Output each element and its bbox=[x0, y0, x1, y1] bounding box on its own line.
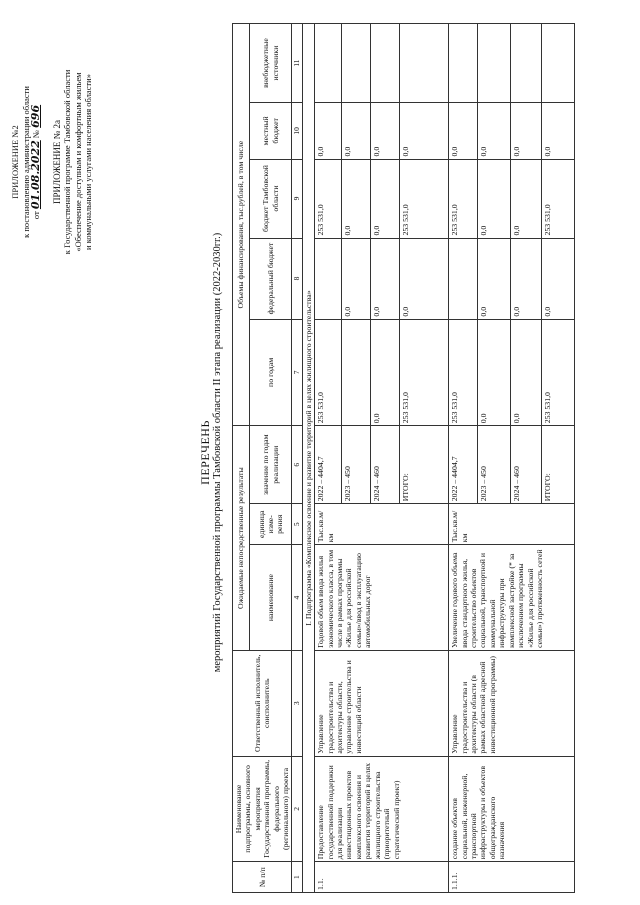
row-number: 1.1.1. bbox=[449, 862, 575, 893]
col-number: 8 bbox=[292, 238, 302, 319]
col-number: 3 bbox=[292, 650, 302, 756]
col-f-other: внебюджетные источники bbox=[249, 24, 292, 103]
resolution-date: 01.08.2022 bbox=[29, 140, 42, 210]
col-exp-unit: единица изме-рения bbox=[249, 504, 292, 545]
col-name-header: Наименование подпрограммы, основного мероприятия Государственной программы, федерального (регионального) проекта bbox=[233, 756, 292, 862]
cell-federal bbox=[315, 238, 342, 319]
row-name: Предоставление государственной поддержки для реализации инвестиционных проектов комплексного освоения и развития территорий в целях жилищного строительства (приоритетный стратегический проект) bbox=[315, 756, 449, 862]
cell-years: 253 531,0 bbox=[315, 319, 342, 426]
cell-value: ИТОГО: bbox=[400, 426, 449, 504]
col-number: 5 bbox=[292, 504, 302, 545]
col-funding-header: Объемы финансирования, тыс.рублей, в том числе bbox=[233, 24, 250, 426]
col-resp-header: Ответственный исполнитель, соисполнитель bbox=[233, 650, 292, 756]
cell-other bbox=[478, 24, 511, 103]
table-row bbox=[449, 24, 478, 893]
cell-federal: 0,0 bbox=[400, 238, 449, 319]
cell-years: 253 531,0 bbox=[400, 319, 449, 426]
col-exp-name: наименование bbox=[249, 545, 292, 651]
appendix-date-line: от 01.08.2022 № 696 bbox=[29, 104, 42, 220]
cell-regional: 0,0 bbox=[371, 159, 400, 238]
cell-value: 2022 – 4404,7 bbox=[315, 426, 342, 504]
cell-local: 0,0 bbox=[371, 103, 400, 159]
cell-value: ИТОГО: bbox=[542, 426, 575, 504]
cell-other bbox=[449, 24, 478, 103]
appendix-title: ПРИЛОЖЕНИЕ №2 bbox=[10, 125, 20, 199]
col-num-header: № п/п bbox=[233, 862, 292, 893]
header-row-1 bbox=[233, 24, 250, 893]
col-exp-value: значение по годам реализации bbox=[249, 426, 292, 504]
col-f-years: по годам bbox=[249, 319, 292, 426]
cell-other bbox=[342, 24, 371, 103]
cell-federal: 0,0 bbox=[511, 238, 542, 319]
cell-other bbox=[315, 24, 342, 103]
row-name: создание объектов социальной, инженерной, транспортной инфраструктуры и объектов общегражданского назначения bbox=[449, 756, 575, 862]
cell-local: 0,0 bbox=[342, 103, 371, 159]
cell-other bbox=[400, 24, 449, 103]
col-f-regional: бюджет Тамбовской области bbox=[249, 159, 292, 238]
row-result: Увеличение годового объема ввода стандартного жилья, строительство объектов социальной, транспортной и коммунальной инфраструктуры при комплексной застройке (* за исключением программы «Жилье для российской семьи») протяженность сетей bbox=[449, 545, 575, 651]
col-number: 1 bbox=[292, 862, 302, 893]
cell-local: 0,0 bbox=[478, 103, 511, 159]
cell-value: 2024 – 460 bbox=[371, 426, 400, 504]
cell-local: 0,0 bbox=[449, 103, 478, 159]
cell-years: 0,0 bbox=[478, 319, 511, 426]
cell-local: 0,0 bbox=[315, 103, 342, 159]
cell-regional: 0,0 bbox=[511, 159, 542, 238]
col-f-local: местный бюджет bbox=[249, 103, 292, 159]
cell-federal: 0,0 bbox=[542, 238, 575, 319]
cell-regional: 253 531,0 bbox=[315, 159, 342, 238]
cell-value: 2022 – 4404,7 bbox=[449, 426, 478, 504]
cell-value: 2024 – 460 bbox=[511, 426, 542, 504]
measures-table bbox=[232, 23, 575, 893]
cell-value: 2023 – 450 bbox=[478, 426, 511, 504]
document-subtitle: мероприятий Государственной программы Тамбовской области II этапа реализации (2022-2030гг.) bbox=[212, 232, 223, 673]
col-number: 10 bbox=[292, 103, 302, 159]
cell-regional: 253 531,0 bbox=[449, 159, 478, 238]
cell-years: 253 531,0 bbox=[542, 319, 575, 426]
resolution-number: 696 bbox=[29, 104, 42, 128]
appendix-program-name-2: и коммунальными услугами населения области» bbox=[83, 74, 93, 250]
appendix-program: к Государственной программе Тамбовской области bbox=[62, 69, 72, 255]
cell-other bbox=[511, 24, 542, 103]
col-number: 2 bbox=[292, 756, 302, 862]
cell-regional: 253 531,0 bbox=[400, 159, 449, 238]
cell-regional: 0,0 bbox=[342, 159, 371, 238]
col-f-federal: федеральный бюджет bbox=[249, 238, 292, 319]
section-title: I. Подпрограмма «Комплексное освоение и развитие территорий в целях жилищного строительства» bbox=[302, 24, 314, 893]
col-number: 6 bbox=[292, 426, 302, 504]
cell-local: 0,0 bbox=[400, 103, 449, 159]
appendix-2a-title: ПРИЛОЖЕНИЕ № 2а bbox=[51, 119, 62, 205]
cell-federal: 0,0 bbox=[371, 238, 400, 319]
appendix-resolution: к постановлению администрации области bbox=[20, 86, 31, 238]
col-number: 7 bbox=[292, 319, 302, 426]
row-responsible: Управление градостроительства и архитектуры области (в рамках областной адресной инвестиционной программы) bbox=[449, 650, 575, 756]
row-unit: Тыс.кв.м/км bbox=[315, 504, 449, 545]
col-number: 9 bbox=[292, 159, 302, 238]
cell-years: 253 531,0 bbox=[449, 319, 478, 426]
table-row bbox=[315, 24, 342, 893]
appendix-program-name-1: «Обеспечение доступным и комфортным жильем bbox=[72, 72, 83, 252]
cell-federal: 0,0 bbox=[342, 238, 371, 319]
cell-years: 0,0 bbox=[371, 319, 400, 426]
cell-other bbox=[371, 24, 400, 103]
section-row bbox=[302, 24, 314, 893]
cell-regional: 253 531,0 bbox=[542, 159, 575, 238]
appendix-block bbox=[10, 12, 94, 312]
cell-federal: 0,0 bbox=[478, 238, 511, 319]
cell-local: 0,0 bbox=[511, 103, 542, 159]
cell-regional: 0,0 bbox=[478, 159, 511, 238]
row-unit: Тыс.кв.м/км bbox=[449, 504, 575, 545]
row-number: 1.1. bbox=[315, 862, 449, 893]
cell-other bbox=[542, 24, 575, 103]
row-responsible: Управление градостроительства и архитектуры области, управление строительства и инвестиций области bbox=[315, 650, 449, 756]
col-number: 4 bbox=[292, 545, 302, 651]
document-title: ПЕРЕЧЕНЬ bbox=[198, 420, 212, 485]
cell-years: 0,0 bbox=[511, 319, 542, 426]
cell-federal bbox=[449, 238, 478, 319]
cell-value: 2023 – 450 bbox=[342, 426, 371, 504]
column-number-row bbox=[292, 24, 302, 893]
cell-local: 0,0 bbox=[542, 103, 575, 159]
cell-years bbox=[342, 319, 371, 426]
col-number: 11 bbox=[292, 24, 302, 103]
col-expected-header: Ожидаемые непосредственные результаты bbox=[233, 426, 250, 651]
row-result: Годовой объем ввода жилья экономического класса, в том числе в рамках программы «Жилье для российской семьи»/ввод в эксплуатацию автомобильных дорог bbox=[315, 545, 449, 651]
